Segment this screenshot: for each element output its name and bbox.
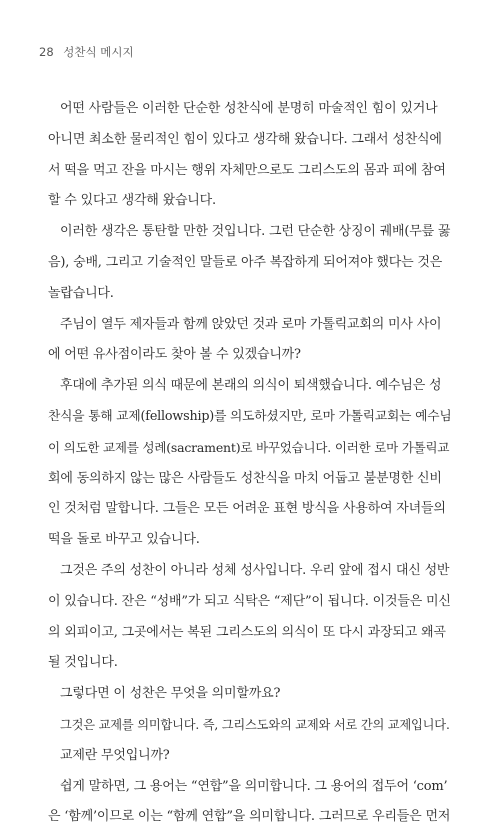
text-line: 그렇다면 이 성찬은 무엇을 의미할까요? <box>60 686 281 702</box>
text-line: 될 것입니다. <box>48 655 118 671</box>
text-line: 떡을 돌로 바꾸고 있습니다. <box>48 532 200 548</box>
text-line: 주님이 열두 제자들과 함께 앉았던 것과 로마 가톨릭교회의 미사 사이 <box>60 316 442 332</box>
text-line: 이 있습니다. 잔은 “성배”가 되고 식탁은 “제단”이 됩니다. 이것들은 미신 <box>48 593 451 609</box>
text-line: 놀랍습니다. <box>48 285 114 301</box>
text-line: 찬식을 통해 교제(fellowship)를 의도하셨지만, 로마 가톨릭교회는 예수님 <box>48 408 452 424</box>
text-line: 에 어떤 유사점이라도 찾아 볼 수 있겠습니까? <box>48 347 301 363</box>
text-line: 아니면 최소한 물리적인 힘이 있다고 생각해 왔습니다. 그래서 성찬식에 <box>48 131 442 147</box>
body-text <box>48 94 452 833</box>
text-line: 할 수 있다고 생각해 왔습니다. <box>48 193 216 209</box>
text-line: 회에 동의하지 않는 많은 사람들도 성찬식을 마치 어둡고 불분명한 신비 <box>48 470 442 486</box>
text-line: 은 ‘함께’이므로 이는 “함께 연합”을 의미합니다. 그러므로 우리들은 먼저 <box>48 809 451 825</box>
text-line: 그것은 주의 성찬이 아니라 성체 성사입니다. 우리 앞에 접시 대신 성반 <box>60 562 450 578</box>
text-line: 교제란 무엇입니까? <box>60 747 170 763</box>
text-line: 쉽게 말하면, 그 용어는 “연합”을 의미합니다. 그 용어의 접두어 ‘com’ <box>60 778 448 794</box>
text-line: 서 떡을 먹고 잔을 마시는 행위 자체만으로도 그리스도의 몸과 피에 참여 <box>48 162 446 178</box>
text-line: 이 의도한 교제를 성례(sacrament)로 바꾸었습니다. 이러한 로마 가톨릭교 <box>48 439 450 455</box>
text-line: 그것은 교제를 의미합니다. 즉, 그리스도와의 교제와 서로 간의 교제입니다. <box>60 717 450 732</box>
text-line: 어떤 사람들은 이러한 단순한 성찬식에 분명히 마술적인 힘이 있거나 <box>60 101 438 116</box>
text-line: 음), 숭배, 그리고 기술적인 말들로 아주 복잡하게 되어져야 했다는 것은 <box>48 254 443 270</box>
text-line: 인 것처럼 말합니다. 그들은 모든 어려운 표현 방식을 사용하여 자녀들의 <box>48 501 446 517</box>
text-line: 후대에 추가된 의식 때문에 본래의 의식이 퇴색했습니다. 예수님은 성 <box>60 378 442 394</box>
page-number: 28 <box>39 45 54 59</box>
text-line: 이러한 생각은 통탄할 만한 것입니다. 그런 단순한 상징이 궤배(무릎 꿇 <box>60 224 451 240</box>
running-header <box>39 44 134 60</box>
text-line: 의 외피이고, 그곳에서는 복된 그리스도의 의식이 또 다시 과장되고 왜곡 <box>48 624 446 640</box>
running-title: 성찬식 메시지 <box>63 45 134 59</box>
